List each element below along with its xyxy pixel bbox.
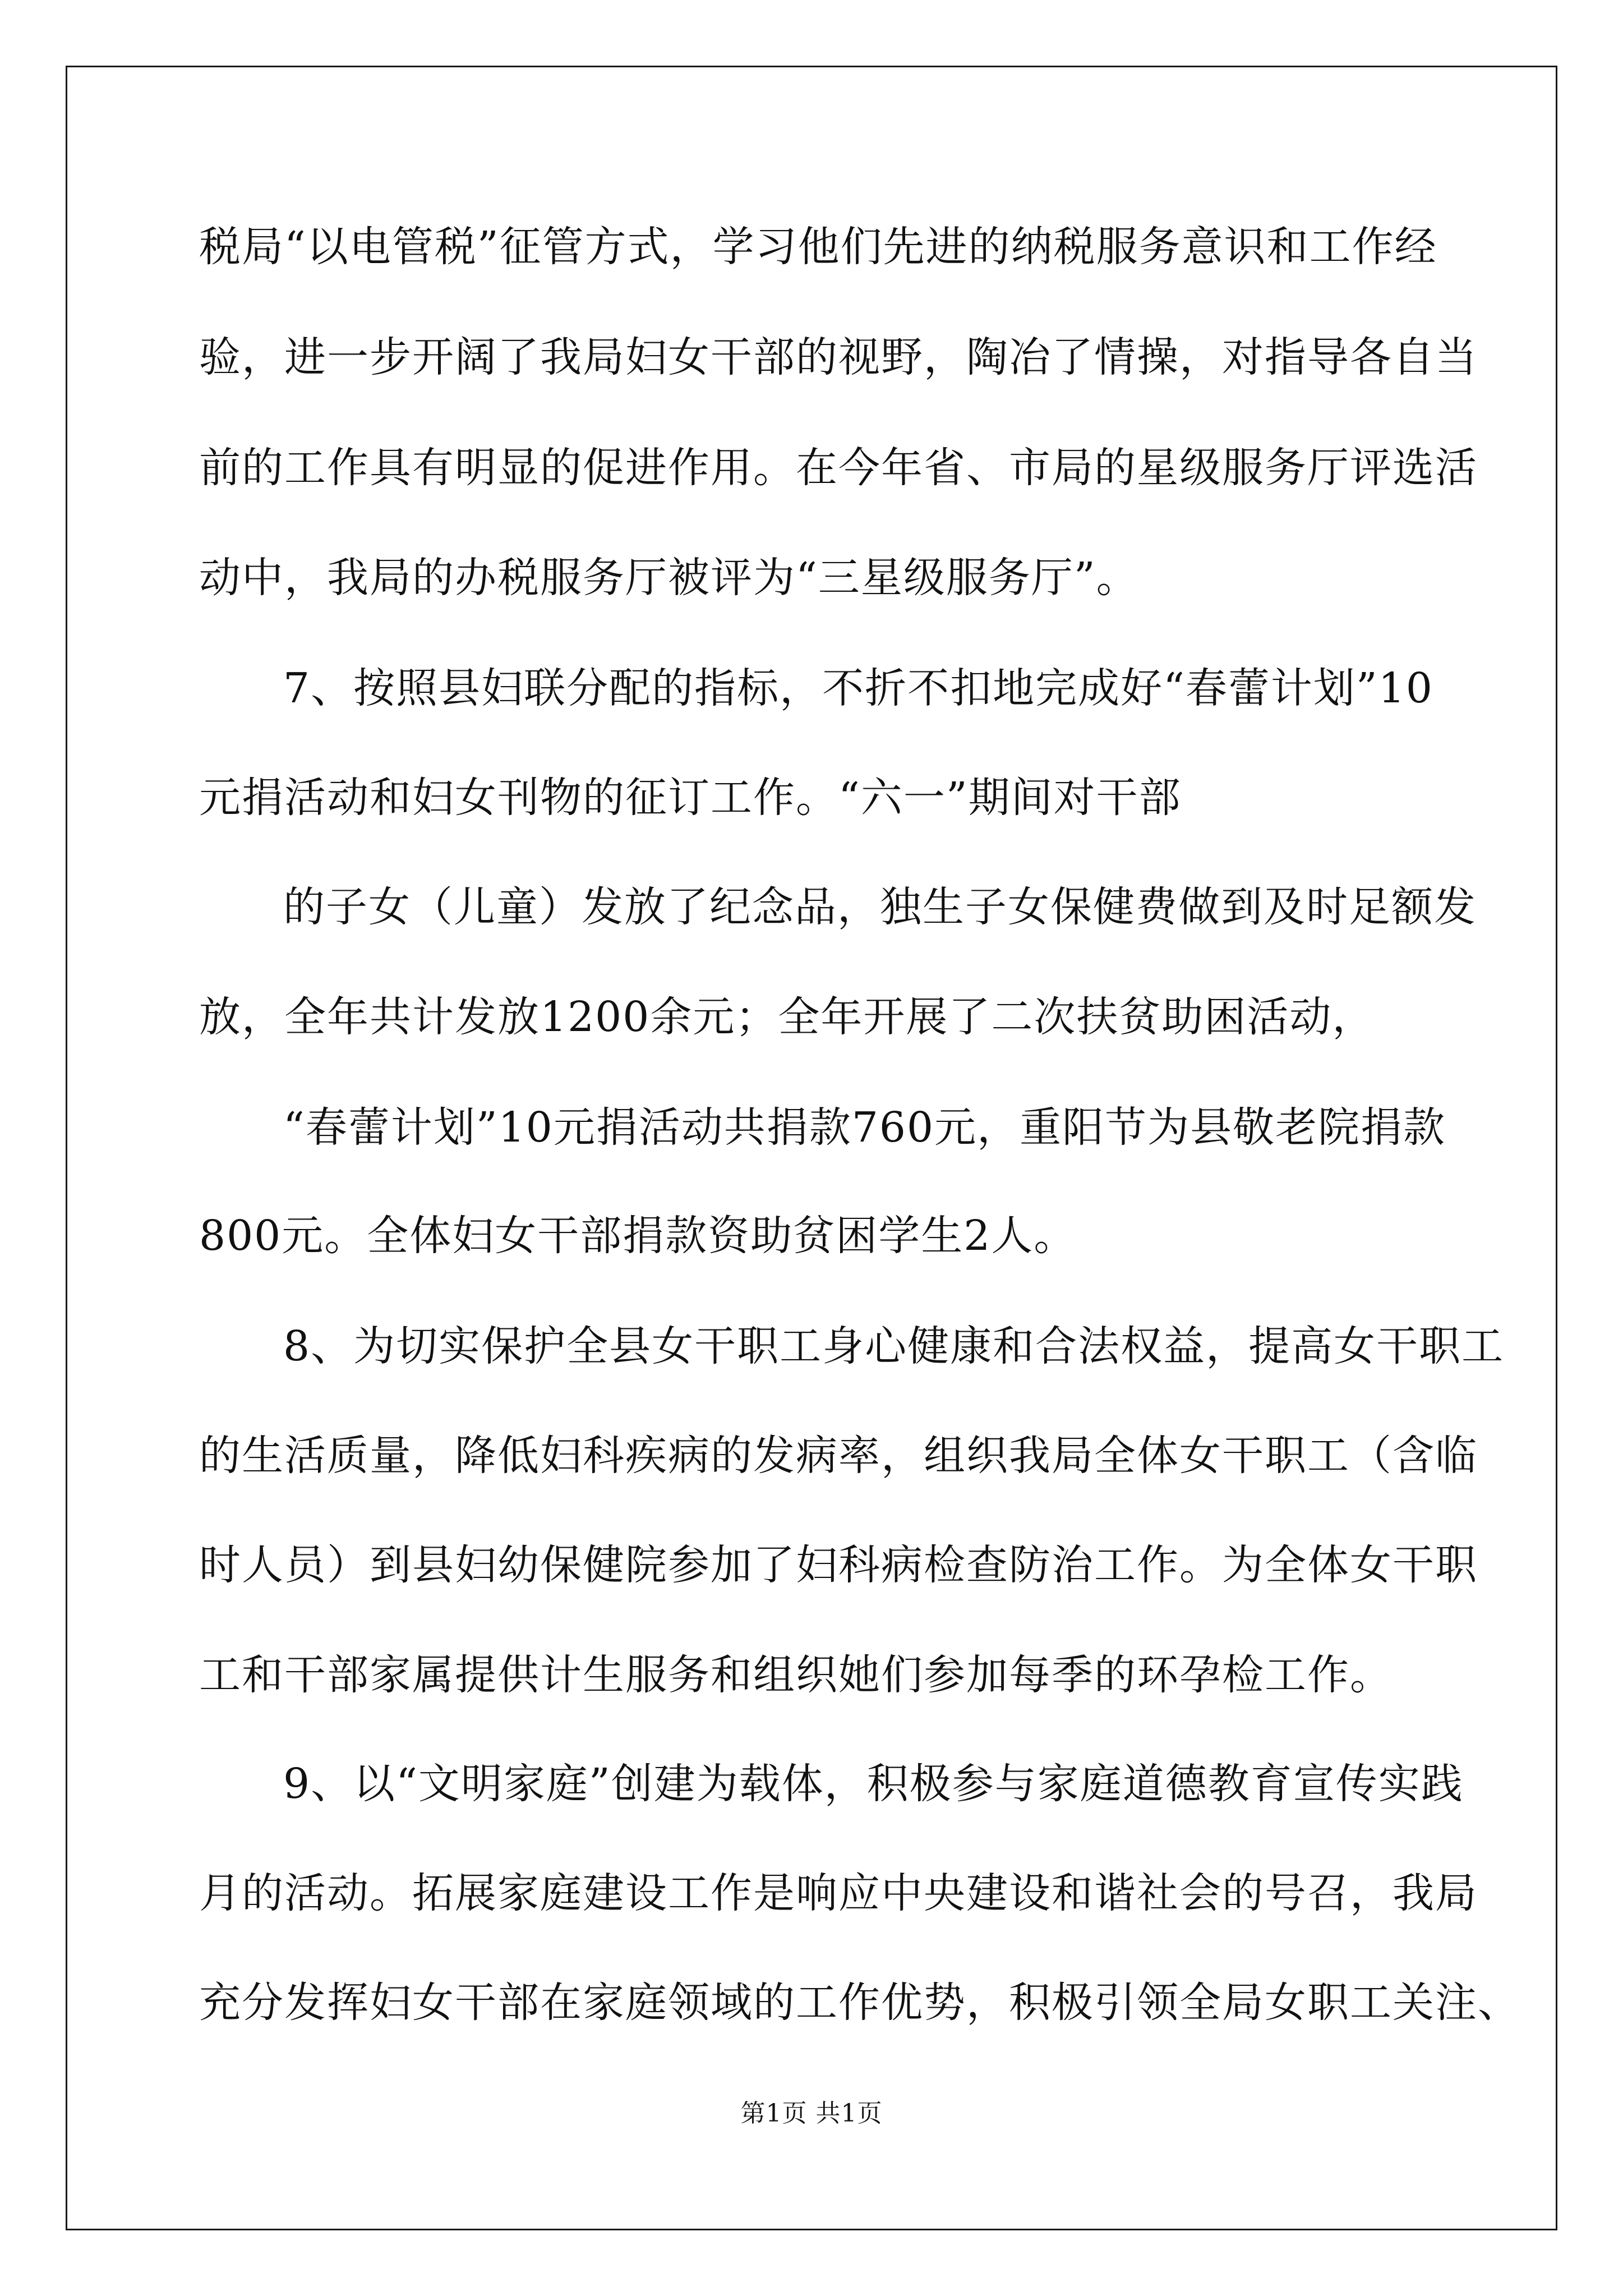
text-line-13: 时人员）到县妇幼保健院参加了妇科病检查防治工作。为全体女干职 (199, 1541, 1478, 1589)
text-line-9: “春蕾计划”10元捐活动共捐款760元，重阳节为县敬老院捐款 (283, 1103, 1446, 1152)
text-line-1: 税局“以电管税”征管方式，学习他们先进的纳税服务意识和工作经 (199, 223, 1437, 271)
text-line-2: 验，进一步开阔了我局妇女干部的视野，陶冶了情操，对指导各自当 (199, 333, 1478, 381)
text-line-10: 800元。全体妇女干部捐款资助贫困学生2人。 (199, 1212, 1077, 1260)
text-line-8: 放，全年共计发放1200余元；全年开展了二次扶贫助困活动， (199, 993, 1375, 1041)
text-line-5: 7、按照县妇联分配的指标，不折不扣地完成好“春蕾计划”10 (283, 664, 1433, 712)
text-line-16: 月的活动。拓展家庭建设工作是响应中央建设和谐社会的号召，我局 (199, 1869, 1478, 1917)
text-line-4: 动中，我局的办税服务厅被评为“三星级服务厅”。 (199, 554, 1139, 602)
text-line-12: 的生活质量，降低妇科疾病的发病率，组织我局全体女干职工（含临 (199, 1432, 1478, 1480)
text-line-3: 前的工作具有明显的促进作用。在今年省、市局的星级服务厅评选活 (199, 444, 1478, 492)
text-line-14: 工和干部家属提供计生服务和组织她们参加每季的环孕检工作。 (199, 1651, 1393, 1699)
page-footer: 第1页 共1页 (740, 2099, 883, 2128)
text-line-15: 9、以“文明家庭”创建为载体，积极参与家庭道德教育宣传实践 (283, 1760, 1464, 1808)
text-line-7: 的子女（儿童）发放了纪念品，独生子女保健费做到及时足额发 (283, 883, 1477, 931)
text-line-6: 元捐活动和妇女刊物的征订工作。“六一”期间对干部 (199, 774, 1182, 822)
text-line-17: 充分发挥妇女干部在家庭领域的工作优势，积极引领全局女职工关注、 (199, 1978, 1520, 2027)
text-line-11: 8、为切实保护全县女干职工身心健康和合法权益，提高女干职工 (283, 1322, 1505, 1370)
